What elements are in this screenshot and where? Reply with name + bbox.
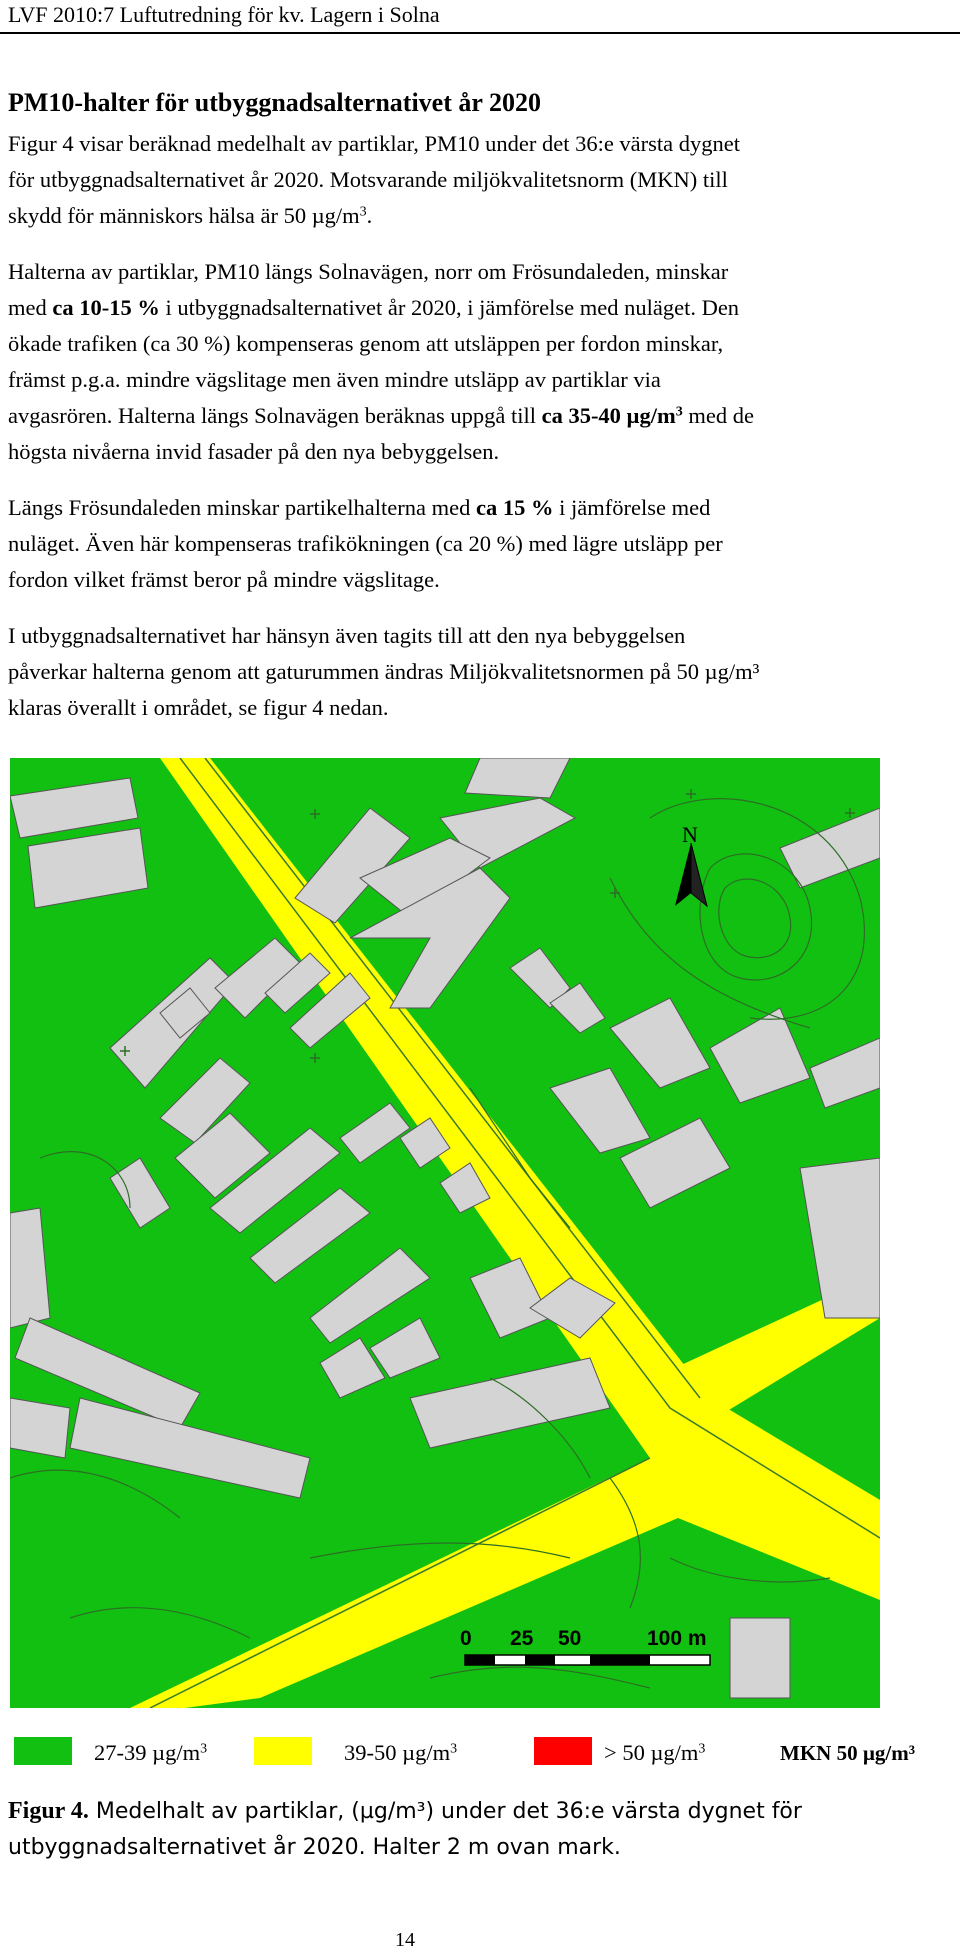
p1-line-3-end: . (366, 203, 373, 228)
p1-superscript: 3 (359, 204, 367, 220)
north-label: N (682, 822, 698, 847)
legend-label-low: 27-39 µg/m (94, 1740, 201, 1765)
caption-label: Figur 4. (8, 1798, 89, 1824)
scale-label-50: 50 (558, 1627, 582, 1650)
legend-swatch-low (14, 1737, 72, 1765)
figure-caption (8, 1793, 956, 1866)
p3-line-2: nuläget. Även här kompenseras trafikökningen (ca 20 %) med lägre utsläpp per (8, 531, 723, 556)
p3-line-1-pre: Längs Frösundaleden minskar partikelhalterna med (8, 495, 476, 520)
legend-swatch-mid (254, 1737, 312, 1765)
p2-line-5-bold (542, 403, 683, 428)
paragraph-3 (8, 490, 956, 598)
p2-line-3: ökade trafiken (ca 30 %) kompenseras genom att utsläppen per fordon minskar, (8, 331, 724, 356)
document-header (0, 0, 960, 34)
scale-label-0: 0 (460, 1627, 472, 1650)
legend-mkn-label: MKN 50 µg/m³ (780, 1741, 916, 1765)
legend-sup-mid: 3 (450, 1741, 458, 1757)
paragraph-1 (8, 126, 956, 234)
p1-line-2: för utbyggnadsalternativet år 2020. Motsvarande miljökvalitetsnorm (MKN) till (8, 167, 728, 192)
pm10-concentration-map (10, 758, 880, 1708)
p4-line-1: I utbyggnadsalternativet har hänsyn även tagits till att den nya bebyggelsen (8, 623, 686, 648)
p2-line-6: högsta nivåerna invid fasader på den nya bebyggelsen. (8, 439, 500, 464)
p2-line-5-post: med de (682, 403, 754, 428)
paragraph-2 (8, 254, 956, 470)
p2-superscript: 3 (675, 404, 683, 420)
p2-line-1: Halterna av partiklar, PM10 längs Solnavägen, norr om Frösundaleden, minskar (8, 259, 729, 284)
p2-line-2-bold: ca 10-15 % (52, 295, 160, 320)
section-heading: PM10-halter för utbyggnadsalternativet år 2020 (8, 88, 541, 117)
legend-sup-high: 3 (698, 1741, 706, 1757)
p2-line-4: främst p.g.a. mindre vägslitage men även mindre utsläpp av partiklar via (8, 367, 661, 392)
scale-label-25: 25 (510, 1627, 534, 1650)
p3-line-3: fordon vilket främst beror på mindre vägslitage. (8, 567, 440, 592)
legend-item-mid (344, 1733, 457, 1773)
p2-line-2-pre: med (8, 295, 53, 320)
p3-line-1-post: i jämförelse med (553, 495, 711, 520)
legend-swatch-high (534, 1737, 592, 1765)
p4-line-3: klaras överallt i området, se figur 4 nedan. (8, 695, 389, 720)
legend-item-low (94, 1733, 207, 1773)
map-legend (14, 1733, 960, 1777)
main-content (8, 86, 956, 726)
legend-item-high (604, 1733, 705, 1773)
header-title: LVF 2010:7 Luftutredning för kv. Lagern i Solna (8, 2, 440, 27)
p2-line-5-pre: avgasrören. Halterna längs Solnavägen beräknas uppgå till (8, 403, 542, 428)
p4-line-2: påverkar halterna genom att gaturummen ändras Miljökvalitetsnormen på 50 µg/m³ (8, 659, 760, 684)
header-rule (0, 32, 960, 34)
legend-label-mid: 39-50 µg/m (344, 1740, 451, 1765)
paragraph-4 (8, 618, 956, 726)
p3-line-1-bold: ca 15 % (476, 495, 554, 520)
scale-label-100m: 100 m (647, 1627, 707, 1650)
p2-line-5-bold-text: ca 35-40 µg/m (541, 403, 676, 428)
scale-bar (465, 1655, 710, 1665)
p2-line-2-post: i utbyggnadsalternativet år 2020, i jämförelse med nuläget. Den (159, 295, 740, 320)
p1-line-3: skydd för människors hälsa är 50 µg/m (8, 203, 360, 228)
caption-line-2: utbyggnadsalternativet år 2020. Halter 2 m ovan mark. (8, 1835, 621, 1860)
page-number: 14 (395, 1929, 415, 1951)
caption-line-1: Medelhalt av partiklar, (µg/m³) under det 36:e värsta dygnet för (88, 1799, 802, 1824)
map-svg (10, 758, 880, 1708)
legend-label-high: > 50 µg/m (604, 1740, 699, 1765)
p1-line-1: Figur 4 visar beräknad medelhalt av partiklar, PM10 under det 36:e värsta dygnet (8, 131, 741, 156)
legend-sup-low: 3 (200, 1741, 208, 1757)
